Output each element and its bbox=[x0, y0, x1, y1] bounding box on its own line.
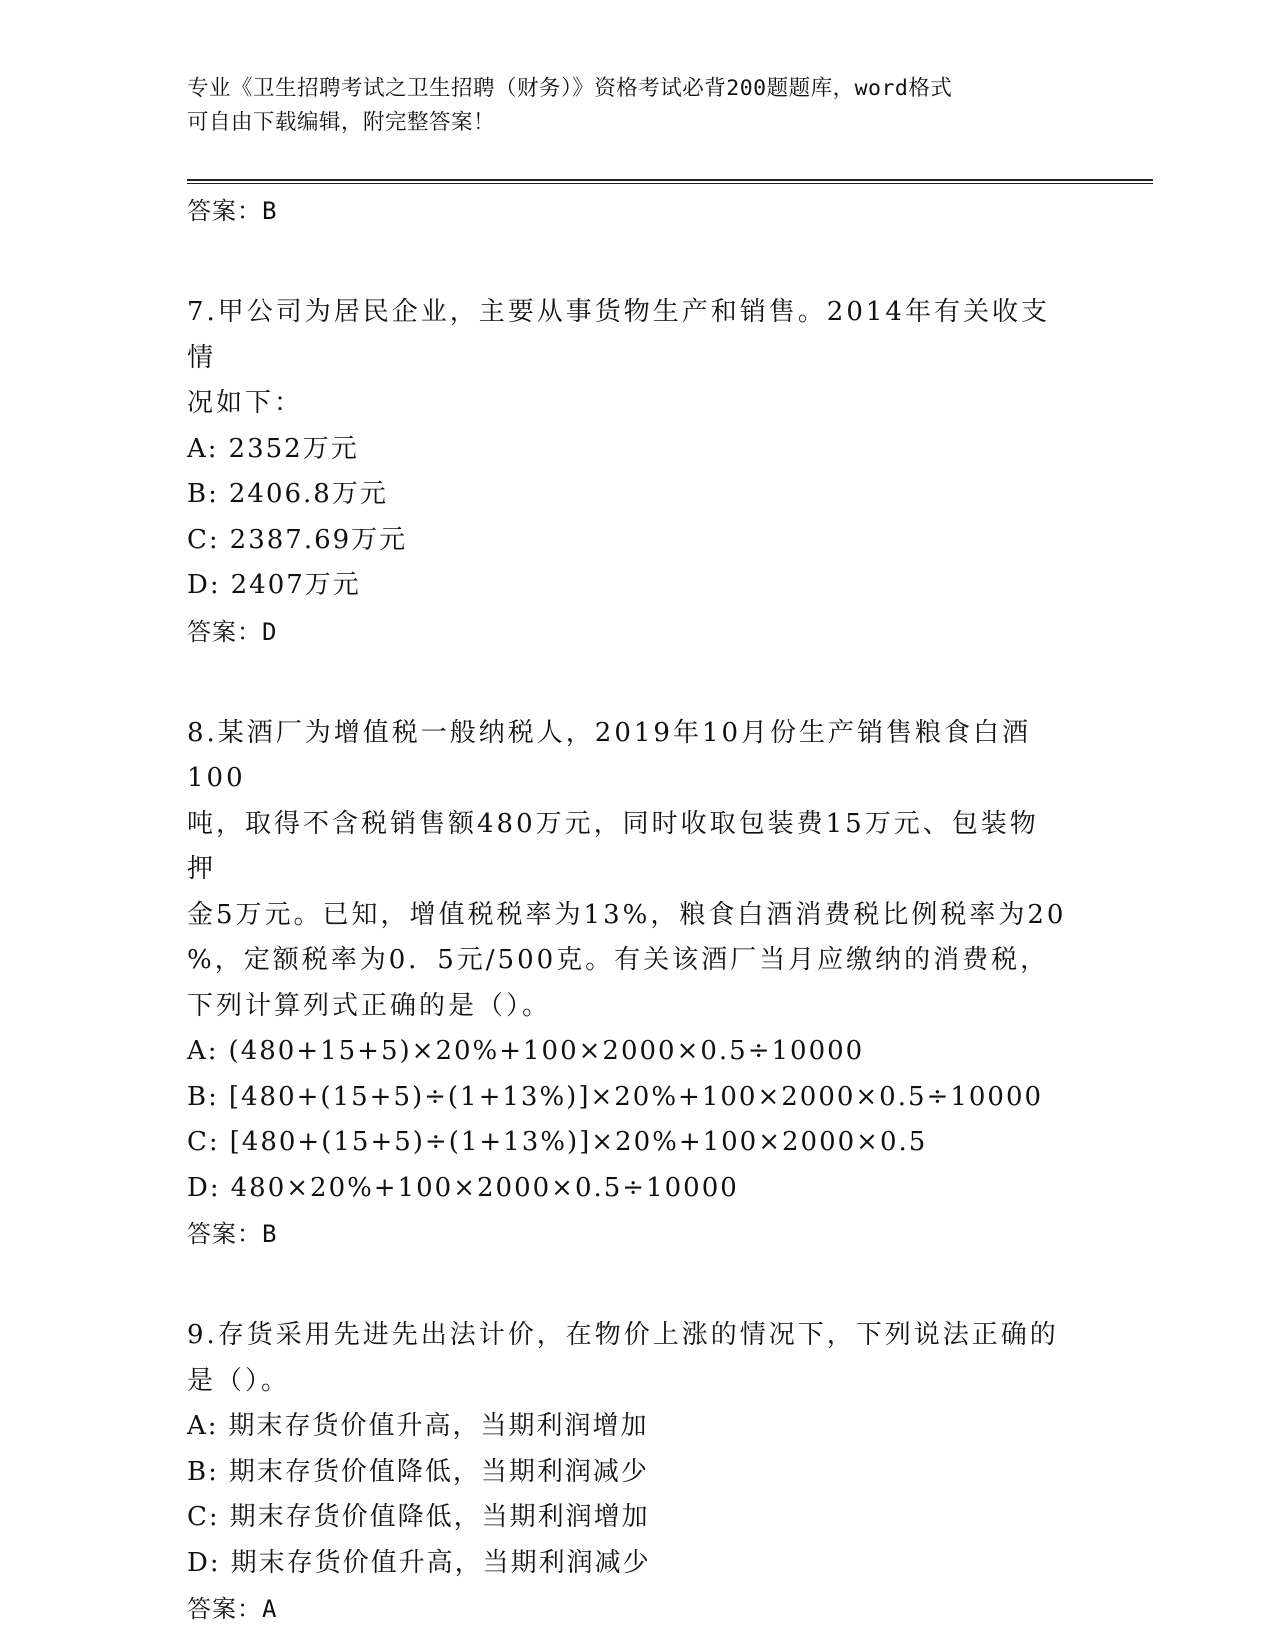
option-letter: A: bbox=[187, 1411, 219, 1441]
option-text: 期末存货价值升高，当期利润减少 bbox=[230, 1547, 651, 1578]
option-text: 2406.8万元 bbox=[228, 479, 388, 509]
question-stem-line: 是（）。 bbox=[187, 1365, 291, 1396]
option-text: [480+(15+5)÷(1+13%)]×20%+100×2000×0.5÷10000 bbox=[228, 1081, 1044, 1112]
header-line-2: 可自由下载编辑，附完整答案！ bbox=[187, 110, 496, 135]
answer-value: D bbox=[262, 617, 278, 646]
question-stem-line: 吨，取得不含税销售额480万元，同时收取包装费15万元、包装物押 bbox=[187, 808, 1039, 884]
question-stem-line: 况如下： bbox=[187, 388, 304, 418]
option-letter: D: bbox=[187, 1547, 221, 1578]
answer-line bbox=[187, 1586, 1087, 1632]
question-option bbox=[187, 472, 1087, 518]
option-letter: A: bbox=[187, 1036, 219, 1066]
answer-line bbox=[187, 609, 1087, 655]
option-letter: A: bbox=[187, 433, 219, 464]
header-line-1: 专业《卫生招聘考试之卫生招聘（财务）》资格考试必背200题题库，word格式 bbox=[187, 76, 953, 101]
page-header bbox=[187, 72, 1077, 140]
question-stem-line: 7.甲公司为居民企业，主要从事货物生产和销售。2014年有关收支情 bbox=[187, 297, 1050, 373]
option-text: 期末存货价值降低，当期利润减少 bbox=[228, 1456, 649, 1487]
question-option bbox=[187, 1450, 1087, 1496]
question-option bbox=[187, 518, 1087, 564]
question-option bbox=[187, 1404, 1087, 1450]
answer-line bbox=[187, 1211, 1087, 1257]
option-text: 期末存货价值升高，当期利润增加 bbox=[228, 1411, 649, 1441]
question-option bbox=[187, 1075, 1087, 1121]
question-block bbox=[187, 1313, 1087, 1632]
option-letter: D: bbox=[187, 1172, 221, 1203]
answer-line-previous bbox=[187, 188, 1087, 234]
answer-prefix: 答案： bbox=[187, 197, 262, 225]
answer-prefix: 答案： bbox=[187, 1220, 262, 1248]
question-block bbox=[187, 290, 1087, 655]
option-text: 2407万元 bbox=[230, 570, 361, 600]
option-text: 2352万元 bbox=[228, 433, 359, 464]
option-letter: D: bbox=[187, 570, 221, 600]
answer-value: B bbox=[262, 197, 278, 225]
question-option bbox=[187, 1120, 1087, 1166]
option-letter: B: bbox=[187, 479, 219, 509]
answer-value: A bbox=[262, 1595, 278, 1623]
option-text: (480+15+5)×20%+100×2000×0.5÷10000 bbox=[228, 1036, 865, 1066]
question-stem-line: 下列计算列式正确的是（）。 bbox=[187, 990, 552, 1021]
option-text: 期末存货价值降低，当期利润增加 bbox=[229, 1502, 650, 1532]
question-stem-line: 金5万元。已知，增值税税率为13%，粮食白酒消费税比例税率为20 bbox=[187, 899, 1067, 930]
question-stem bbox=[187, 711, 1067, 1030]
question-option bbox=[187, 563, 1087, 609]
question-stem bbox=[187, 290, 1067, 427]
option-letter: C: bbox=[187, 1502, 220, 1532]
document-body bbox=[187, 188, 1087, 1632]
question-stem-line: %，定额税率为0．5元/500克。有关该酒厂当月应缴纳的消费税， bbox=[187, 945, 1050, 975]
option-text: 480×20%+100×2000×0.5÷10000 bbox=[230, 1172, 739, 1203]
question-stem-line: 9.存货采用先进先出法计价，在物价上涨的情况下，下列说法正确的 bbox=[187, 1320, 1059, 1350]
question-block bbox=[187, 711, 1087, 1258]
option-text: [480+(15+5)÷(1+13%)]×20%+100×2000×0.5 bbox=[229, 1127, 928, 1157]
answer-prefix: 答案： bbox=[187, 1595, 262, 1623]
question-option bbox=[187, 1166, 1087, 1212]
answer-prefix: 答案： bbox=[187, 617, 262, 646]
answer-value: B bbox=[262, 1220, 278, 1248]
option-letter: B: bbox=[187, 1456, 219, 1487]
question-stem bbox=[187, 1313, 1067, 1404]
option-letter: B: bbox=[187, 1081, 219, 1112]
question-option bbox=[187, 1029, 1087, 1075]
question-option bbox=[187, 1495, 1087, 1541]
question-option bbox=[187, 427, 1087, 473]
question-option bbox=[187, 1541, 1087, 1587]
question-stem-line: 8.某酒厂为增值税一般纳税人，2019年10月份生产销售粮食白酒100 bbox=[187, 717, 1032, 793]
option-letter: C: bbox=[187, 1127, 220, 1157]
header-divider bbox=[187, 179, 1153, 184]
question-list bbox=[187, 290, 1087, 1632]
option-letter: C: bbox=[187, 524, 220, 555]
option-text: 2387.69万元 bbox=[229, 524, 408, 555]
